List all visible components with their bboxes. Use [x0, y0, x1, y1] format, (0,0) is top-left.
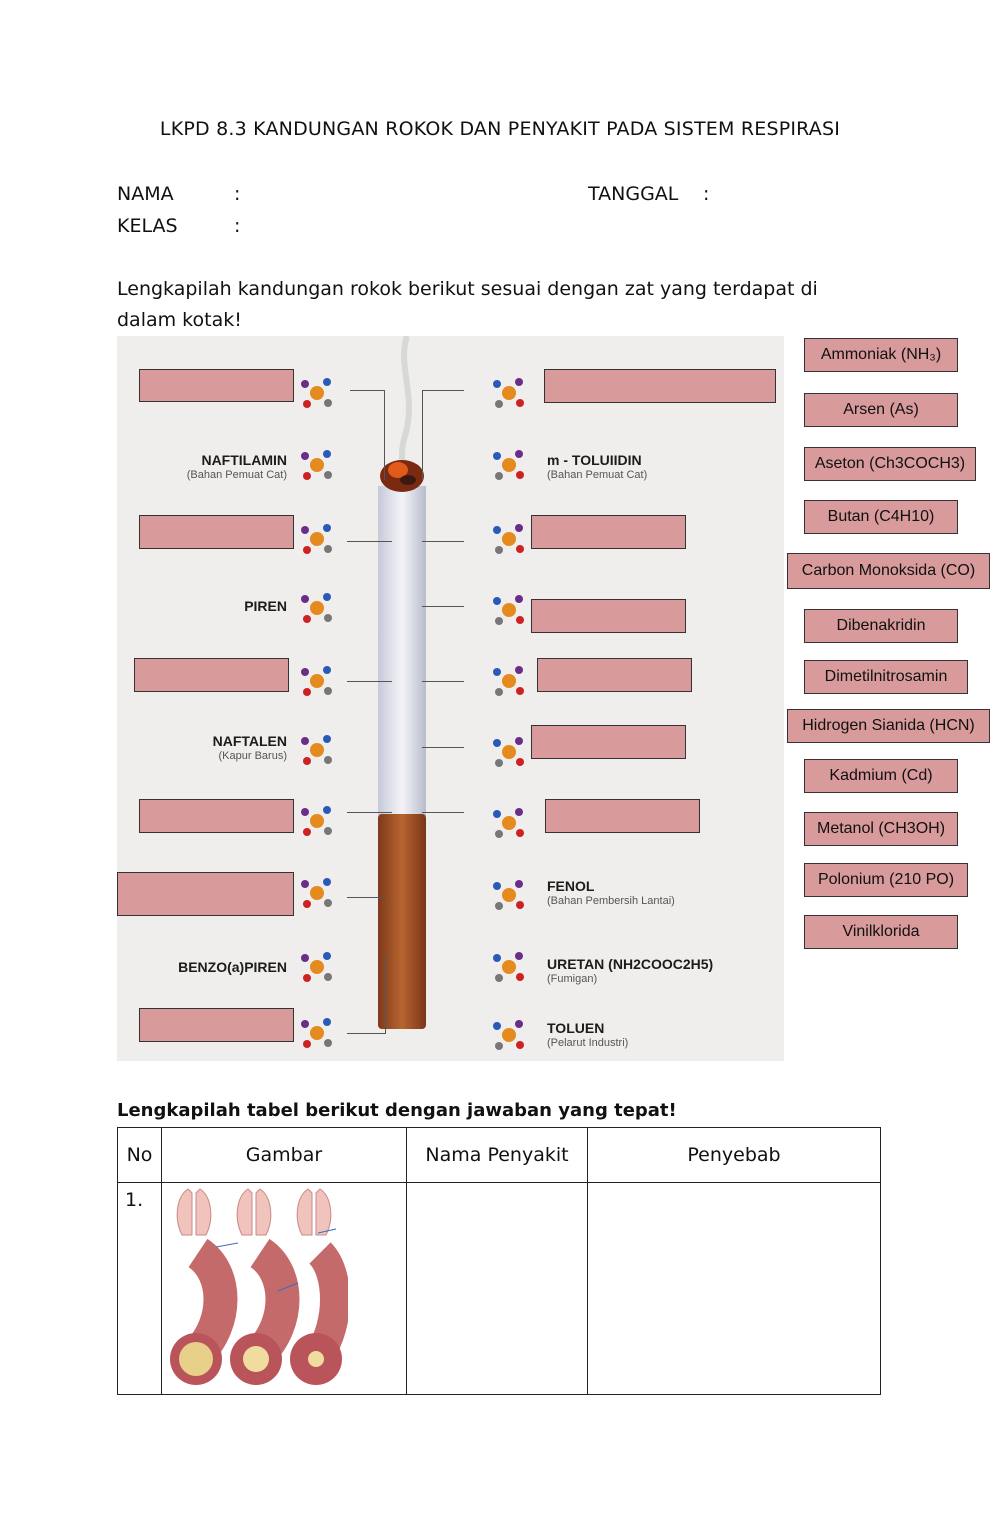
molecule-icon — [297, 1014, 337, 1052]
answer-hidrogen-sianida[interactable]: Hidrogen Sianida (HCN) — [787, 709, 990, 743]
label-benzo-a-piren: BENZO(a)PIREN — [178, 959, 287, 975]
answer-aseton[interactable]: Aseton (Ch3COCH3) — [804, 447, 976, 481]
connector-line — [385, 956, 386, 1034]
molecule-icon — [297, 589, 337, 627]
answer-arsen[interactable]: Arsen (As) — [804, 393, 958, 427]
tanggal-colon: : — [703, 183, 710, 205]
answer-polonium[interactable]: Polonium (210 PO) — [804, 863, 968, 897]
drop-box[interactable] — [531, 515, 686, 549]
molecule-icon — [297, 731, 337, 769]
molecule-icon — [297, 374, 337, 412]
label-naftalen: NAFTALEN (Kapur Barus) — [212, 733, 287, 762]
nama-colon: : — [234, 183, 241, 205]
drop-box[interactable] — [531, 725, 686, 759]
cigarette-graphic — [372, 436, 432, 1046]
connector-line — [422, 390, 464, 391]
answer-dimetilnitrosamin[interactable]: Dimetilnitrosamin — [804, 660, 968, 694]
row-no: 1. — [118, 1183, 162, 1395]
answer-vinilklorida[interactable]: Vinilklorida — [804, 915, 958, 949]
connector-line — [384, 390, 385, 480]
drop-box[interactable] — [134, 658, 289, 692]
row-gambar — [162, 1183, 407, 1395]
connector-line — [347, 541, 392, 542]
answer-dibenakridin[interactable]: Dibenakridin — [804, 609, 958, 643]
molecule-icon — [297, 520, 337, 558]
connector-line — [347, 681, 392, 682]
answer-carbon-monoksida[interactable]: Carbon Monoksida (CO) — [787, 553, 990, 589]
connector-line — [347, 897, 385, 898]
drop-box[interactable] — [537, 658, 692, 692]
disease-table — [117, 1127, 881, 1395]
tanggal-label: TANGGAL — [588, 183, 679, 205]
header-penyebab: Penyebab — [588, 1128, 881, 1183]
kelas-colon: : — [234, 215, 241, 237]
molecule-icon — [489, 662, 529, 700]
answer-kadmium[interactable]: Kadmium (Cd) — [804, 759, 958, 793]
drop-box[interactable] — [545, 799, 700, 833]
molecule-icon — [297, 802, 337, 840]
instruction-2: Lengkapilah tabel berikut dengan jawaban yang tepat! — [117, 1100, 677, 1121]
header-nama-penyakit: Nama Penyakit — [407, 1128, 588, 1183]
connector-line — [422, 390, 423, 480]
row-nama-penyakit[interactable] — [407, 1183, 588, 1395]
drop-box[interactable] — [139, 799, 294, 833]
molecule-icon — [489, 446, 529, 484]
molecule-icon — [489, 374, 529, 412]
bronchi-illustration — [168, 1183, 348, 1389]
molecule-icon — [297, 446, 337, 484]
drop-box[interactable] — [139, 515, 294, 549]
answer-metanol[interactable]: Metanol (CH3OH) — [804, 812, 958, 846]
molecule-icon — [489, 520, 529, 558]
molecule-icon — [489, 1016, 529, 1054]
page-title: LKPD 8.3 KANDUNGAN ROKOK DAN PENYAKIT PADA SISTEM RESPIRASI — [159, 118, 841, 140]
answer-ammoniak[interactable]: Ammoniak (NH₃) — [804, 338, 958, 372]
molecule-icon — [489, 948, 529, 986]
label-naftilamin: NAFTILAMIN (Bahan Pemuat Cat) — [186, 452, 287, 481]
drop-box[interactable] — [139, 1008, 294, 1042]
nama-label: NAMA — [117, 183, 174, 205]
molecule-icon — [489, 591, 529, 629]
header-no: No — [118, 1128, 162, 1183]
cigarette-figure — [117, 336, 784, 1061]
connector-line — [422, 747, 464, 748]
header-gambar: Gambar — [162, 1128, 407, 1183]
label-toluen: TOLUEN (Pelarut Industri) — [547, 1020, 629, 1049]
answer-butan[interactable]: Butan (C4H10) — [804, 500, 958, 534]
connector-line — [347, 812, 392, 813]
molecule-icon — [489, 733, 529, 771]
molecule-icon — [297, 874, 337, 912]
molecule-icon — [489, 804, 529, 842]
row-penyebab[interactable] — [588, 1183, 881, 1395]
connector-line — [422, 606, 464, 607]
label-piren: PIREN — [244, 598, 287, 614]
table-row — [118, 1183, 881, 1395]
drop-box[interactable] — [531, 599, 686, 633]
connector-line — [422, 541, 464, 542]
connector-line — [347, 1033, 385, 1034]
molecule-icon — [489, 876, 529, 914]
drop-box[interactable] — [139, 369, 294, 402]
drop-box[interactable] — [544, 369, 776, 403]
molecule-icon — [297, 662, 337, 700]
label-uretan: URETAN (NH2COOC2H5) (Fumigan) — [547, 956, 714, 985]
label-fenol: FENOL (Bahan Pembersih Lantai) — [547, 878, 675, 907]
molecule-icon — [297, 948, 337, 986]
label-m-toluiidin: m - TOLUIIDIN (Bahan Pemuat Cat) — [547, 452, 648, 481]
connector-line — [422, 812, 464, 813]
instruction-1: Lengkapilah kandungan rokok berikut sesuai dengan zat yang terdapat di dalam kotak! — [117, 278, 818, 331]
connector-line — [350, 390, 384, 391]
drop-box[interactable] — [117, 872, 294, 916]
connector-line — [422, 681, 464, 682]
kelas-label: KELAS — [117, 215, 178, 237]
